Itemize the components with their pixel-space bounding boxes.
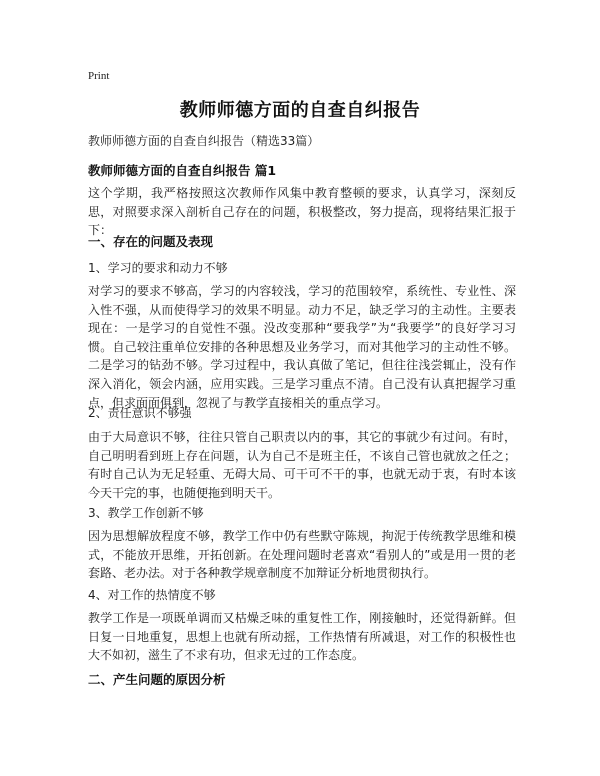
item-title-4: 4、对工作的热情度不够 — [88, 588, 216, 602]
item-title-3: 3、教学工作创新不够 — [88, 506, 204, 520]
item-text-1: 对学习的要求不够高，学习的内容较浅，学习的范围较窄，系统性、专业性、深入性不强，从而使得学习的效果不明显。动力不足，缺乏学习的主动性。主要表现在：一是学习的自觉性不强。没改变那种“要我学”为“我要学”的良好学习习惯。自己较注重单位安排的各种思想及业务学习，而对其他学习的主动性不够。二是学习的钻劲不够。学习过程中，我认真做了笔记，但往往浅尝辄止，没有作深入消化，领会内涵，应用实践。三是学习重点不清。自己没有认真把握学习重点，但求面面俱到，忽视了与教学直接相关的重点学习。 — [88, 284, 516, 410]
print-link[interactable]: Print — [88, 70, 110, 82]
item-title-2: 2、责任意识不够强 — [88, 406, 192, 420]
document-title: 教师师德方面的自查自纠报告 — [179, 100, 421, 121]
section-heading-issues: 一、存在的问题及表现 — [88, 234, 214, 249]
item-text-3: 因为思想解放程度不够，教学工作中仍有些默守陈规，拘泥于传统教学思维和模式，不能放开思维，开拓创新。在处理问题时老喜欢“看别人的”或是用一贯的老套路、老办法。对于各种教学规章制度不加辩证分析地贯彻执行。 — [88, 529, 516, 581]
document-subtitle: 教师师德方面的自查自纠报告（精选33篇） — [88, 134, 320, 148]
section-heading-causes: 二、产生问题的原因分析 — [88, 672, 226, 687]
intro-paragraph: 这个学期，我严格按照这次教师作风集中教育整顿的要求，认真学习，深刻反思，对照要求深入剖析自己存在的问题，积极整改，努力提高，现将结果汇报于下： — [88, 186, 516, 238]
item-text-2: 由于大局意识不够，往往只管自己职责以内的事，其它的事就少有过问。有时，自己明明看到班上存在问题，认为自己不是班主任，不该自己管也就放之任之；有时自己认为无足轻重、无碍大局、可干可不干的事，也就无动于衷，有时本该今天干完的事，也随便拖到明天干。 — [88, 430, 516, 500]
article-heading: 教师师德方面的自查自纠报告 篇1 — [88, 163, 277, 178]
item-title-1: 1、学习的要求和动力不够 — [88, 261, 228, 275]
item-text-4: 教学工作是一项既单调而又枯燥乏味的重复性工作，刚接触时，还觉得新鲜。但日复一日地重复，思想上也就有所动摇，工作热情有所减退，对工作的积极性也大不如初，滋生了不求有功，但求无过的工作态度。 — [88, 611, 516, 663]
